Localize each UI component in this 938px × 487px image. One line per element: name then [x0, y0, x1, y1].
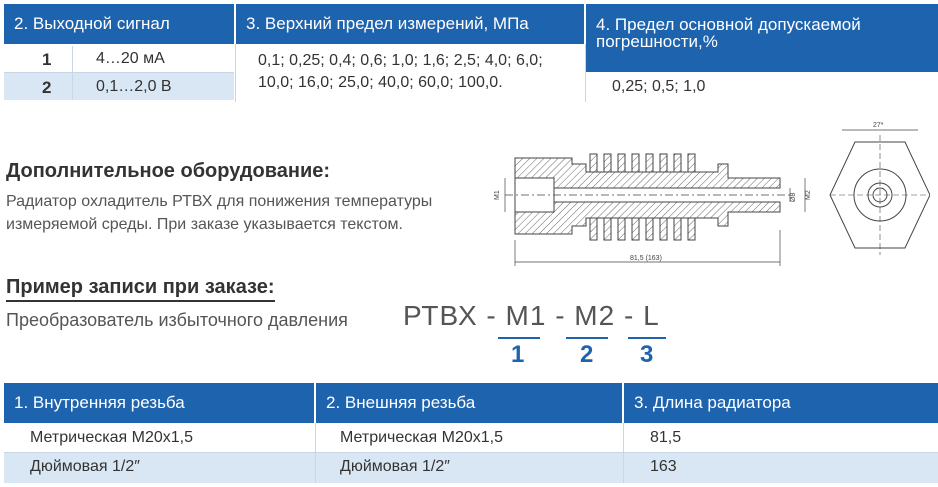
dimension-m1: М1 — [494, 190, 501, 200]
dimension-m2: М2 — [805, 190, 812, 200]
signal-row-value: 0,1…2,0 В — [96, 78, 172, 95]
side-view — [505, 154, 790, 240]
limit-header: 3. Верхний предел измерений, МПа — [236, 4, 584, 44]
length-cell: 81,5 — [650, 429, 682, 446]
radiator-length-header: 3. Длина радиатора — [624, 383, 938, 423]
additional-title: Дополнительное оборудование: — [6, 160, 331, 182]
length-cell: 163 — [650, 458, 677, 475]
additional-text-line1: Радиатор охладитель РТВХ для понижения температуры — [6, 193, 433, 210]
order-index-3: 3 — [640, 341, 654, 368]
limit-values-line1: 0,1; 0,25; 0,4; 0,6; 1,0; 1,6; 2,5; 4,0; 6,0; — [258, 52, 543, 69]
table-row — [4, 453, 938, 483]
signal-header: 2. Выходной сигнал — [4, 4, 234, 44]
dimension-hex: 27* — [873, 122, 884, 129]
inner-thread-header: 1. Внутренняя резьба — [4, 383, 314, 423]
limit-values-line2: 10,0; 16,0; 25,0; 40,0; 60,0; 100,0. — [258, 74, 503, 91]
order-index-2: 2 — [580, 341, 594, 368]
outer-thread-header: 2. Внешняя резьба — [316, 383, 622, 423]
signal-row-num: 2 — [42, 78, 52, 97]
additional-text-line2: измеряемой среды. При заказе указывается текстом. — [6, 216, 403, 233]
signal-row — [4, 73, 234, 100]
signal-row — [4, 46, 234, 72]
order-code: РТВХ - М1 - М2 - L — [403, 300, 660, 331]
outer-thread-cell: Дюймовая 1/2″ — [340, 458, 450, 475]
order-prefix: Преобразователь избыточного давления — [6, 310, 348, 330]
dimension-length: 81,5 (163) — [630, 255, 662, 262]
dimension-d8: Ø8 — [790, 192, 797, 202]
inner-thread-cell: Дюймовая 1/2″ — [30, 458, 140, 475]
order-index-1: 1 — [511, 341, 525, 368]
signal-row-num: 1 — [42, 50, 52, 69]
radiator-drawing — [490, 120, 930, 270]
error-values: 0,25; 0,5; 1,0 — [612, 78, 706, 95]
signal-row-value: 4…20 мА — [96, 50, 165, 67]
end-view — [830, 130, 930, 255]
inner-thread-cell: Метрическая М20х1,5 — [30, 429, 193, 446]
outer-thread-cell: Метрическая М20х1,5 — [340, 429, 503, 446]
order-title: Пример записи при заказе: — [6, 276, 275, 302]
table-row — [4, 424, 938, 452]
error-header: 4. Предел основной допускаемой погрешности,% — [586, 4, 938, 72]
